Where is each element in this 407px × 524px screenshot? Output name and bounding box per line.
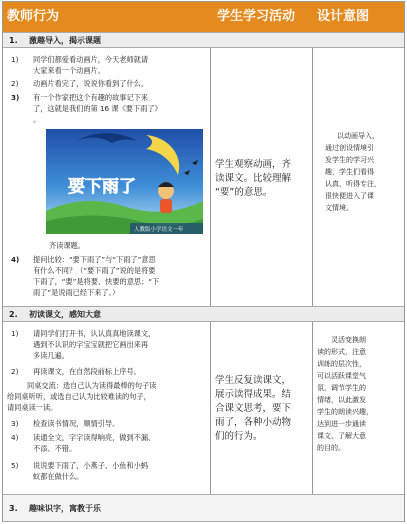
item-number: 2) <box>11 79 19 88</box>
section-title: 激趣导入，揭示课题 <box>29 36 101 45</box>
section-number: 3. <box>9 504 18 513</box>
item-text: 再读课文，在自然段前标上序号。 <box>33 367 141 376</box>
list-item <box>11 366 207 378</box>
column-divider-1 <box>210 32 211 522</box>
list-item <box>11 254 207 300</box>
student-activity-2 <box>215 374 310 446</box>
text-line: 可以活跃课堂气 <box>317 372 366 380</box>
item-text <box>33 54 148 76</box>
header-design-intent: 设计意图 <box>317 9 370 24</box>
student-activity-1 <box>215 158 310 202</box>
item-text <box>33 432 155 454</box>
text-line: 展示读得成果。结 <box>215 389 292 400</box>
child-body <box>160 199 172 213</box>
text-line: 请同桌读一读。 <box>7 403 58 412</box>
section-number: 2. <box>9 310 18 319</box>
text-line: 大家来看一个动画片。 <box>33 66 105 75</box>
illustration-title: 要下雨了 <box>68 177 136 197</box>
text-line: 读课文。比较理解 <box>215 173 292 184</box>
item-text <box>33 254 159 298</box>
section-2-row <box>3 306 404 322</box>
text-line: “要”的意思。 <box>215 187 273 198</box>
text-line: 请同学们打开书，认认真真地读课文， <box>33 329 156 338</box>
text-line: 趣，学生们看得 <box>325 168 374 176</box>
text-line: 学生的朗读兴趣， <box>317 408 373 416</box>
text-line: 了，这就是我们的第 16 课《要下雨了》 <box>33 104 162 113</box>
text-line: 课文，了解大意 <box>317 432 366 440</box>
text-line: 灵活变换朗 <box>331 336 366 344</box>
item-number: 2) <box>11 367 19 376</box>
item-text: 动画片看完了，说说你看到了什么。 <box>33 79 149 88</box>
table-header <box>3 2 404 32</box>
text-line: 说说要下雨了，小燕子、小鱼和小蚂 <box>33 461 149 470</box>
illustration-caption: 人教版小学语文一年 <box>134 227 184 233</box>
text-line: 很快便进入了课 <box>325 192 374 200</box>
list-item <box>11 78 207 90</box>
text-line: 读的形式，注意 <box>317 348 366 356</box>
text-line: 情绪，以此激发 <box>317 396 366 404</box>
section-number: 1. <box>9 36 18 45</box>
text-line: 学生反复读课文， <box>215 375 292 386</box>
list-item <box>11 432 207 456</box>
text-line: 学生观察动画，齐 <box>215 159 292 170</box>
text-line: 以动画导入， <box>337 132 379 140</box>
text-line: 蚁都在做什么。 <box>33 472 84 481</box>
text-line: 合课文思考，要下 <box>215 403 292 414</box>
text-line: 给同桌听听，或选自己认为比较难读的句子， <box>7 392 151 401</box>
item-text <box>33 460 148 482</box>
text-line: 达到进一步通读 <box>317 420 366 428</box>
item-number: 3) <box>11 419 19 428</box>
header-student-activity: 学生学习活动 <box>217 9 296 24</box>
item-text <box>33 92 162 125</box>
item-number: 4) <box>11 255 20 264</box>
item-number: 5) <box>11 461 19 470</box>
static-text <box>11 240 207 252</box>
text-line: 雨了，各种小动物 <box>215 417 292 428</box>
text-line: 多读几遍。 <box>33 351 69 360</box>
text-line: 不添、不错。 <box>33 444 77 453</box>
design-intent-1 <box>325 130 405 218</box>
text-line: 提问比较：“要下雨了”与“下雨了”意思 <box>33 255 156 264</box>
text-line: 读通全文，字字读得响亮，做到不漏、 <box>33 433 156 442</box>
text-line: 同桌交流：选自己认为读得最棒的句子读 <box>27 381 157 390</box>
section-title: 趣味识字，寓教于乐 <box>29 504 101 513</box>
animation-illustration <box>46 129 203 234</box>
read-title-text: 齐读课题。 <box>49 241 85 250</box>
list-item <box>11 328 207 364</box>
list-item <box>11 460 207 484</box>
text-line: 下雨了，“要”是将要、快要的意思；“下 <box>33 277 160 286</box>
list-item <box>11 54 207 78</box>
item-text: 检查读书情况，顺情引导。 <box>33 419 120 428</box>
text-line: 们的行为。 <box>215 431 263 442</box>
exchange-paragraph <box>7 380 209 416</box>
list-item <box>11 92 207 128</box>
rain-scene-image <box>46 129 203 234</box>
text-line: 。 <box>33 115 41 124</box>
text-line: 有一个作家把这个有趣的故事记下来 <box>33 93 149 102</box>
list-item <box>11 418 207 430</box>
text-line: 训练的层次性， <box>317 360 366 368</box>
section-1-row <box>3 32 404 48</box>
item-text <box>33 328 155 361</box>
text-line: 的目的。 <box>317 444 345 452</box>
item-number: 4) <box>11 433 19 442</box>
item-number: 1) <box>11 55 19 64</box>
header-teacher-behavior: 教师行为 <box>7 9 60 24</box>
text-line: 认真，听得专注， <box>325 180 381 188</box>
text-line: 氛，调节学生的 <box>317 384 366 392</box>
text-line: 文情境。 <box>325 204 353 212</box>
section-title: 初读课文，感知大意 <box>29 310 101 319</box>
item-number: 3) <box>11 93 20 102</box>
text-line: 发学生的学习兴 <box>325 156 374 164</box>
section-3-row <box>3 494 404 522</box>
text-line: 雨了”是说雨已经下来了。） <box>33 288 120 297</box>
text-line: 有什么不同？（“要下雨了”说的是将要 <box>33 266 156 275</box>
item-number: 1) <box>11 329 19 338</box>
text-line: 通过创设情境引 <box>325 144 374 152</box>
text-line: 同学们都爱看动画片，今天老师就请 <box>33 55 149 64</box>
design-intent-2 <box>317 334 403 458</box>
lesson-plan-table <box>2 1 405 522</box>
column-divider-2 <box>312 32 313 522</box>
text-line: 遇到不认识的字宝宝就把它画出来再 <box>33 340 149 349</box>
